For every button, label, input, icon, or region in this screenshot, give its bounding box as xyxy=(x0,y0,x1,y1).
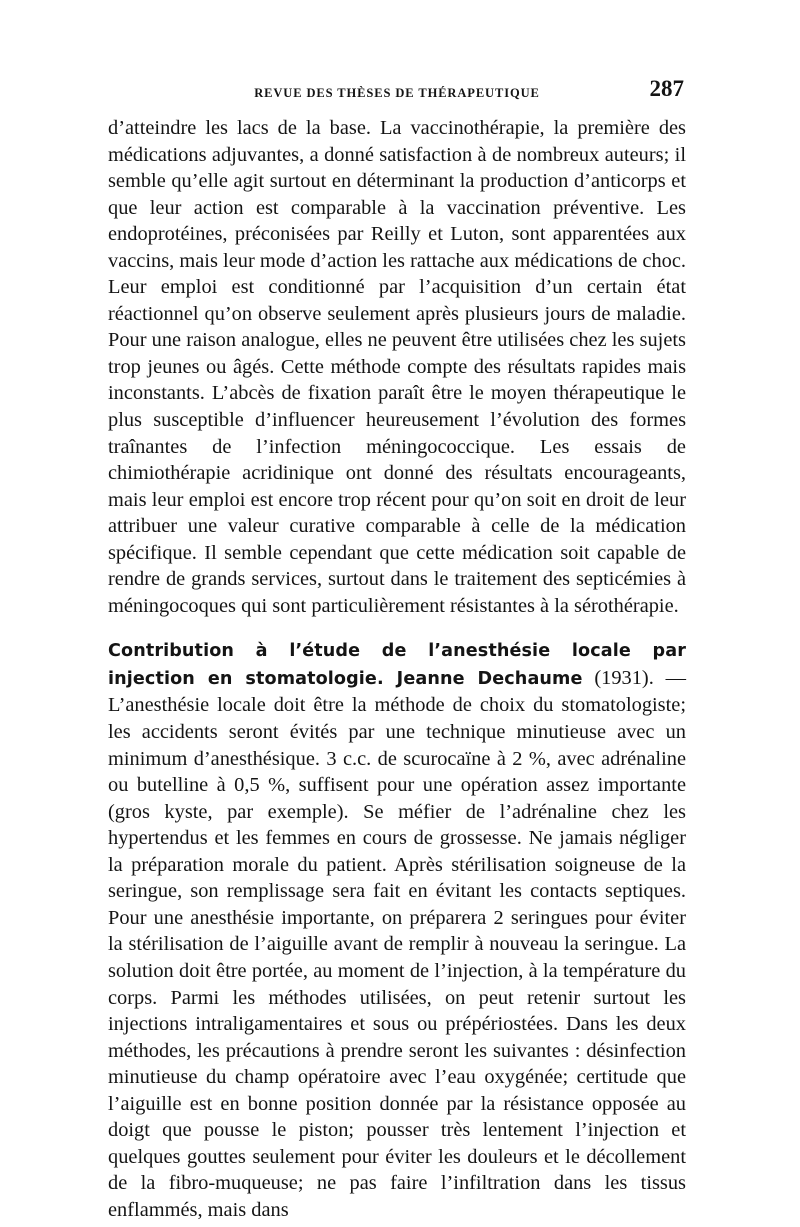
body-text xyxy=(108,115,686,1223)
page-number: 287 xyxy=(649,76,684,101)
thesis-entry-year: (1931). xyxy=(594,666,654,689)
thesis-entry xyxy=(108,637,686,1223)
thesis-entry-dash: — xyxy=(665,666,686,689)
paragraph-continuation: d’atteindre les lacs de la base. La vaccinothérapie, la première des médications adjuvantes, a donné satisfaction à de nombreux auteurs; il semble qu’elle agit surtout en déterminant la production d’anticorps et que leur action est comparable à la vaccination préventive. Les endoprotéines, préconisées par Reilly et Luton, sont apparentées aux vaccins, mais leur mode d’action les rattache aux médications de choc. Leur emploi est conditionné par l’acquisition d’un certain état réactionnel qu’on observe seulement après plusieurs jours de maladie. Pour une raison analogue, elles ne peuvent être utilisées chez les sujets trop jeunes ou âgés. Cette méthode compte des résultats rapides mais inconstants. L’abcès de fixation paraît être le moyen thérapeutique le plus susceptible d’influencer heureusement l’évolution des formes traînantes de l’infection méningococcique. Les essais de chimiothérapie acridinique ont donné des résultats encourageants, mais leur emploi est encore trop récent pour qu’on soit en droit de leur attribuer une valeur curative comparable à celle de la médication spécifique. Il semble cependant que cette médication soit capable de rendre de grands services, surtout dans le traitement des septicémies à méningocoques qui sont particulièrement résistantes à la sérothérapie. xyxy=(108,117,686,617)
running-title: REVUE DES THÈSES DE THÉRAPEUTIQUE xyxy=(254,86,540,100)
thesis-entry-text: L’anesthésie locale doit être la méthode de choix du stomatologiste; les accidents seront évités par une technique minutieuse avec un minimum d’anesthésique. 3 c.c. de scurocaïne à 2 %, avec adrénaline ou butelline à 0,5 %, suffisent pour une opération assez importante (gros kyste, par exemple). Se méfier de l’adrénaline chez les hypertendus et les femmes en cours de grossesse. Ne jamais négliger la préparation morale du patient. Après stérilisation soigneuse de la seringue, son remplissage sera fait en évitant les contacts septiques. Pour une anesthésie importante, on préparera 2 seringues pour éviter la stérilisation de l’aiguille avant de remplir à nouveau la seringue. La solution doit être portée, au moment de l’injection, à la température du corps. Parmi les méthodes utilisées, on peut retenir surtout les injections intraligamentaires et sous ou prépériostées. Dans les deux méthodes, les précautions à prendre seront les suivantes : désinfection minutieuse du champ opératoire avec l’eau oxygénée; certitude que l’aiguille est en bonne position donnée par la résistance opposée au doigt que pousse le piston; pousser très lentement l’injection et quelques gouttes seulement pour éviter les douleurs et le décollement de la fibro-muqueuse; ne pas faire l’infiltration dans les tissus enflammés, mais dans xyxy=(108,694,686,1221)
running-head xyxy=(108,76,686,106)
thesis-entry-title: Contribution à l’étude de l’anesthésie locale par injection en stomatologie. Jeanne Dechaume xyxy=(108,641,686,689)
